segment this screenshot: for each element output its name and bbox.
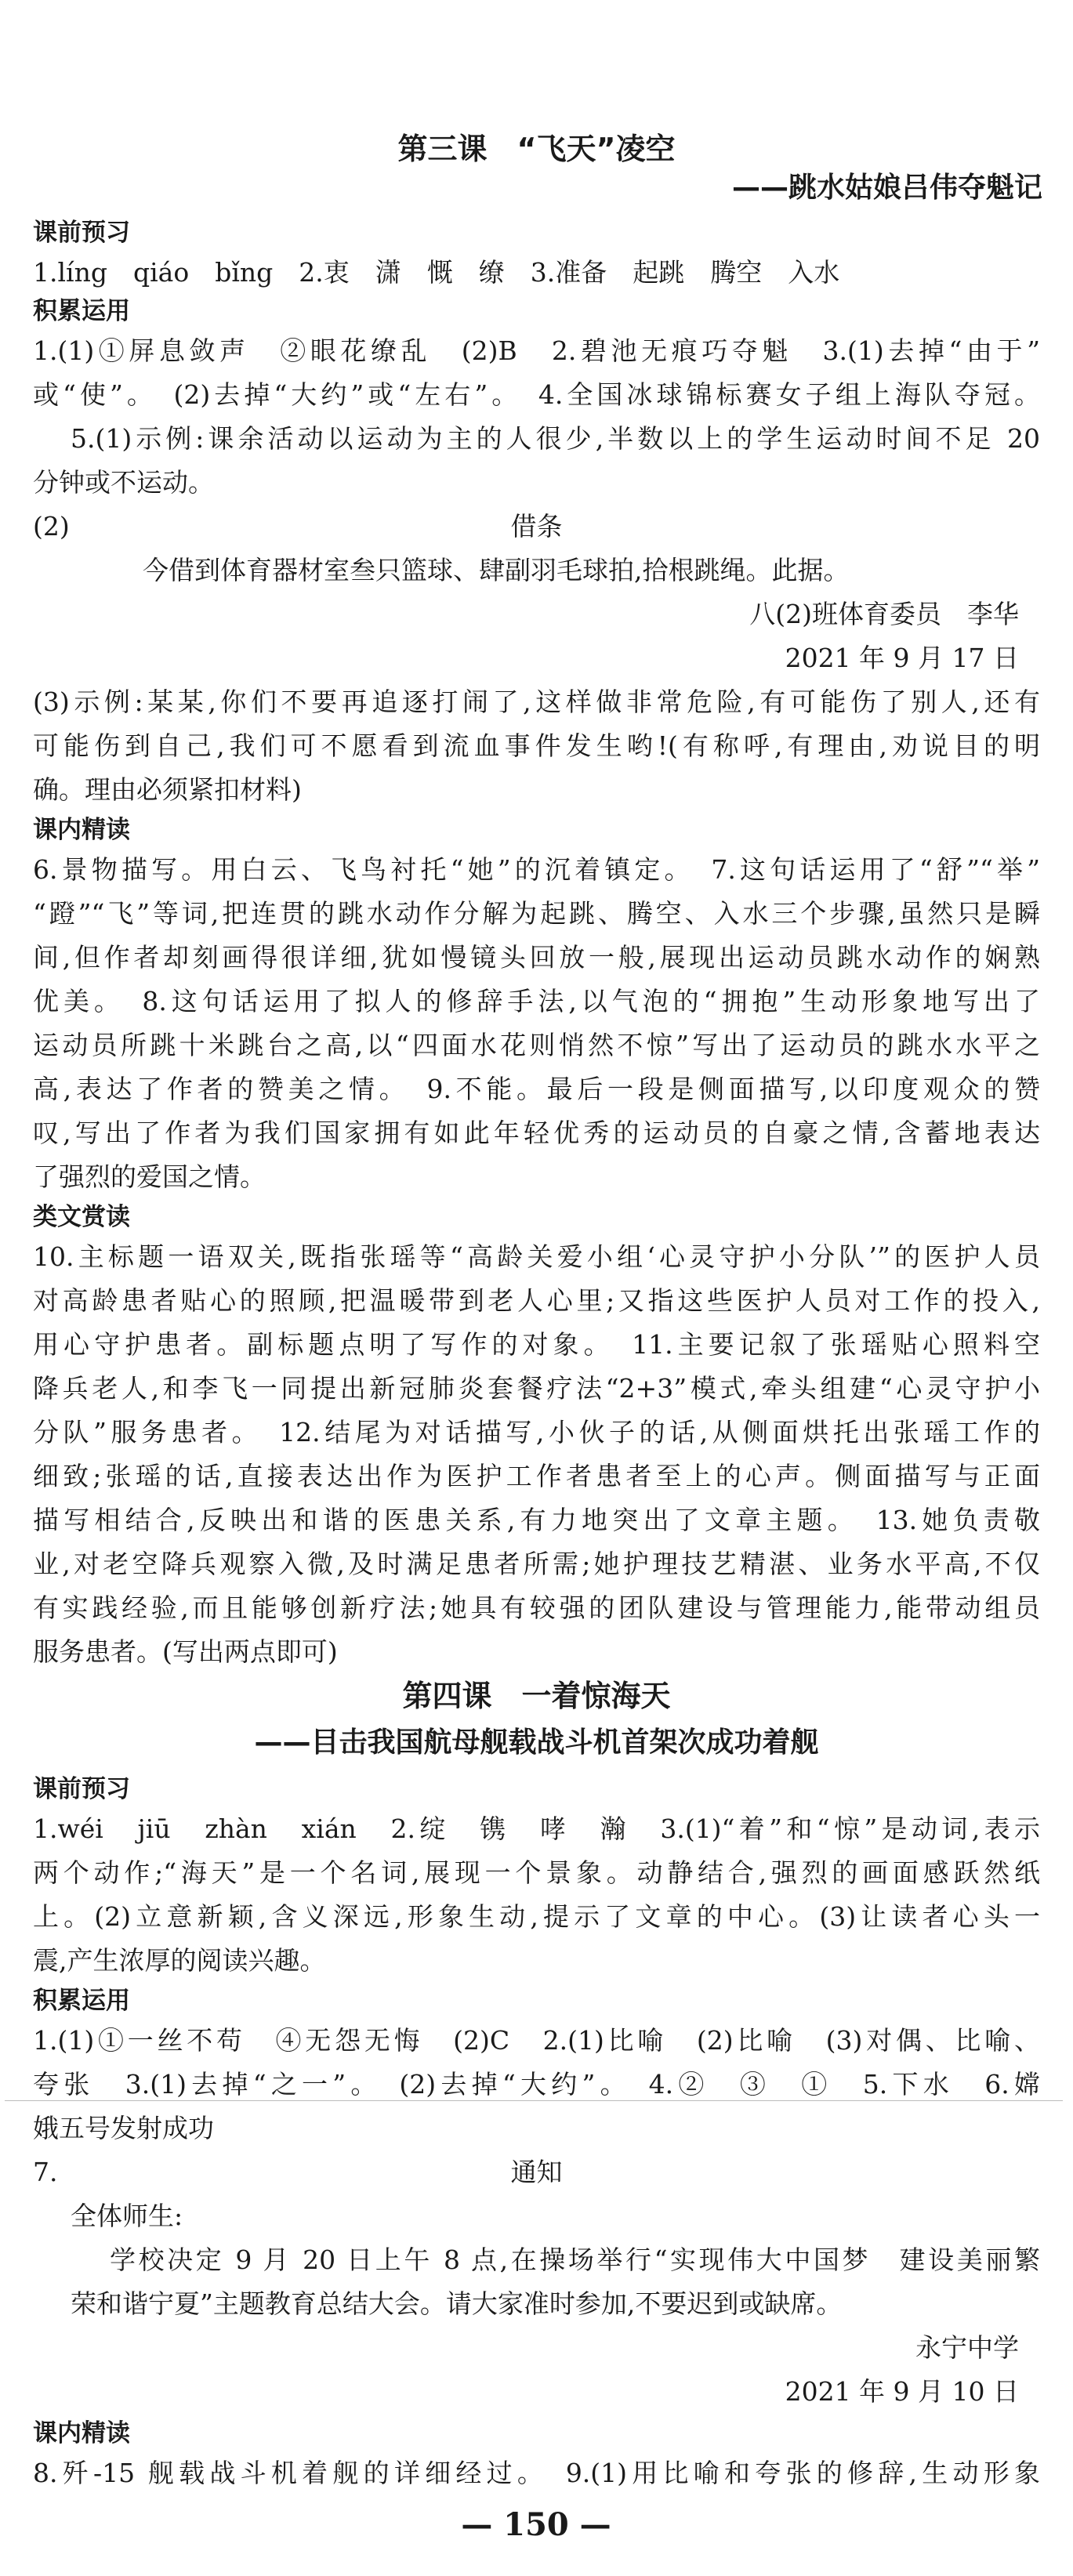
notice-signature: 永宁中学 — [915, 2332, 1019, 2363]
lesson4-accum-heading: 积累运用 — [33, 1987, 130, 2015]
note-signature: 八(2)班体育委员 李华 — [749, 599, 1019, 629]
lesson3-accum-line-5: (3)示例:某某,你们不要再追逐打闹了,这样做非常危险,有可能伤了别人,还有 — [33, 687, 1040, 717]
note-body: 今借到体育器材室叁只篮球、肆副羽毛球拍,拾根跳绳。此据。 — [143, 555, 850, 585]
lesson3-similar-line-1: 10.主标题一语双关,既指张瑶等“高龄关爱小组‘心灵守护小分队’”的医护人员 — [33, 1241, 1040, 1272]
lesson3-reading-line-2: “蹬”“飞”等词,把连贯的跳水动作分解为起跳、腾空、入水三个步骤,虽然只是瞬 — [33, 898, 1040, 929]
lesson4-preview-line-3: 上。(2)立意新颖,含义深远,形象生动,提示了文章的中心。(3)让读者心头一 — [33, 1901, 1040, 1932]
lesson3-similar-line-9: 有实践经验,而且能够创新疗法;她具有较强的团队建设与管理能力,能带动组员 — [33, 1592, 1040, 1623]
lesson3-accum-line-1: 1.(1)①屏息敛声 ②眼花缭乱 (2)B 2.碧池无痕巧夺魁 3.(1)去掉“由于” — [33, 335, 1040, 366]
lesson4-accum-line-3: 娥五号发射成功 — [33, 2113, 214, 2143]
notice-number: 7. — [33, 2157, 58, 2187]
lesson4-subtitle: ——目击我国航母舰载战斗机首架次成功着舰 — [254, 1726, 819, 1759]
lesson3-similar-line-5: 分队”服务患者。 12.结尾为对话描写,小伙子的话,从侧面烘托出张瑶工作的 — [33, 1417, 1040, 1447]
note-number: (2) — [33, 511, 70, 542]
lesson3-reading-line-1: 6.景物描写。用白云、飞鸟衬托“她”的沉着镇定。 7.这句话运用了“舒”“举” — [33, 854, 1040, 885]
lesson3-similar-line-2: 对高龄患者贴心的照顾,把温暖带到老人心里;又指这些医护人员对工作的投入, — [33, 1285, 1040, 1316]
lesson3-subtitle: ——跳水姑娘吕伟夺魁记 — [731, 172, 1042, 204]
lesson4-accum-line-2: 夸张 3.(1)去掉“之一”。 (2)去掉“大约”。 4.② ③ ① 5.下水 6.嫦 — [33, 2069, 1040, 2100]
notice-recipient: 全体师生: — [71, 2201, 183, 2231]
notice-date: 2021 年 9 月 10 日 — [785, 2376, 1019, 2407]
lesson3-similar-line-8: 业,对老空降兵观察入微,及时满足患者所需;她护理技艺精湛、业务水平高,不仅 — [33, 1549, 1040, 1579]
notice-title: 通知 — [510, 2157, 563, 2187]
lesson3-reading-line-5: 运动员所跳十米跳台之高,以“四面水花则悄然不惊”写出了运动员的跳水水平之 — [33, 1030, 1040, 1060]
scan-divider — [5, 2100, 1063, 2101]
lesson3-accum-line-7: 确。理由必须紧扣材料) — [33, 774, 302, 805]
lesson3-reading-line-3: 间,但作者却刻画得很详细,犹如慢镜头回放一般,展现出运动员跳水动作的娴熟 — [33, 942, 1040, 973]
lesson3-reading-line-4: 优美。 8.这句话运用了拟人的修辞手法,以气泡的“拥抱”生动形象地写出了 — [33, 986, 1040, 1016]
lesson4-preview-line-1: 1.wéi jiū zhàn xián 2.绽 镌 哮 瀚 3.(1)“着”和“惊”是动词,表示 — [33, 1813, 1040, 1844]
lesson4-reading-heading: 课内精读 — [33, 2419, 130, 2447]
notice-body-line-2: 荣和谐宁夏”主题教育总结大会。请大家准时参加,不要迟到或缺席。 — [71, 2288, 843, 2319]
lesson3-title: 第三课 “飞天”凌空 — [397, 132, 676, 166]
lesson3-similar-line-10: 服务患者。(写出两点即可) — [33, 1636, 338, 1667]
lesson3-accum-line-4: 分钟或不运动。 — [33, 467, 214, 498]
lesson3-reading-line-6: 高,表达了作者的赞美之情。 9.不能。最后一段是侧面描写,以印度观众的赞 — [33, 1074, 1040, 1104]
lesson4-accum-line-1: 1.(1)①一丝不苟 ④无怨无悔 (2)C 2.(1)比喻 (2)比喻 (3)对偶、比喻、 — [33, 2025, 1040, 2056]
lesson3-accum-heading: 积累运用 — [33, 297, 130, 325]
lesson3-similar-heading: 类文赏读 — [33, 1203, 130, 1231]
notice-body-line-1: 学校决定 9 月 20 日上午 8 点,在操场举行“实现伟大中国梦 建设美丽繁 — [110, 2244, 1040, 2275]
lesson3-preview-heading: 课前预习 — [33, 219, 130, 247]
page-number: — 150 — — [461, 2506, 611, 2543]
lesson3-accum-line-3: 5.(1)示例:课余活动以运动为主的人很少,半数以上的学生运动时间不足 20 — [71, 423, 1040, 454]
lesson3-accum-line-2: 或“使”。 (2)去掉“大约”或“左右”。 4.全国冰球锦标赛女子组上海队夺冠。 — [33, 379, 1040, 410]
lesson4-reading-line-1: 8.歼-15 舰载战斗机着舰的详细经过。 9.(1)用比喻和夸张的修辞,生动形象 — [33, 2458, 1040, 2488]
lesson3-accum-line-6: 可能伤到自己,我们可不愿看到流血事件发生哟!(有称呼,有理由,劝说目的明 — [33, 730, 1040, 761]
lesson3-similar-line-4: 降兵老人,和李飞一同提出新冠肺炎套餐疗法“2+3”模式,牵头组建“心灵守护小 — [33, 1373, 1040, 1404]
lesson3-reading-line-7: 叹,写出了作者为我们国家拥有如此年轻优秀的运动员的自豪之情,含蓄地表达 — [33, 1118, 1040, 1148]
lesson3-reading-line-8: 了强烈的爱国之情。 — [33, 1161, 266, 1192]
lesson4-preview-line-2: 两个动作;“海天”是一个名词,展现一个景象。动静结合,强烈的画面感跃然纸 — [33, 1857, 1040, 1888]
lesson3-preview-line-1: 1.líng qiáo bǐng 2.衷 潇 慨 缭 3.准备 起跳 腾空 入水 — [33, 257, 840, 288]
lesson4-title: 第四课 一着惊海天 — [402, 1679, 671, 1713]
lesson3-reading-heading: 课内精读 — [33, 816, 130, 844]
lesson3-similar-line-6: 细致;张瑶的话,直接表达出作为医护工作者患者至上的心声。侧面描写与正面 — [33, 1461, 1040, 1491]
lesson3-similar-line-7: 描写相结合,反映出和谐的医患关系,有力地突出了文章主题。 13.她负责敬 — [33, 1505, 1040, 1535]
lesson4-preview-line-4: 震,产生浓厚的阅读兴趣。 — [33, 1945, 326, 1976]
note-date: 2021 年 9 月 17 日 — [785, 643, 1019, 673]
note-title: 借条 — [510, 511, 563, 542]
lesson4-preview-heading: 课前预习 — [33, 1775, 130, 1803]
lesson3-similar-line-3: 用心守护患者。副标题点明了写作的对象。 11.主要记叙了张瑶贴心照料空 — [33, 1329, 1040, 1360]
